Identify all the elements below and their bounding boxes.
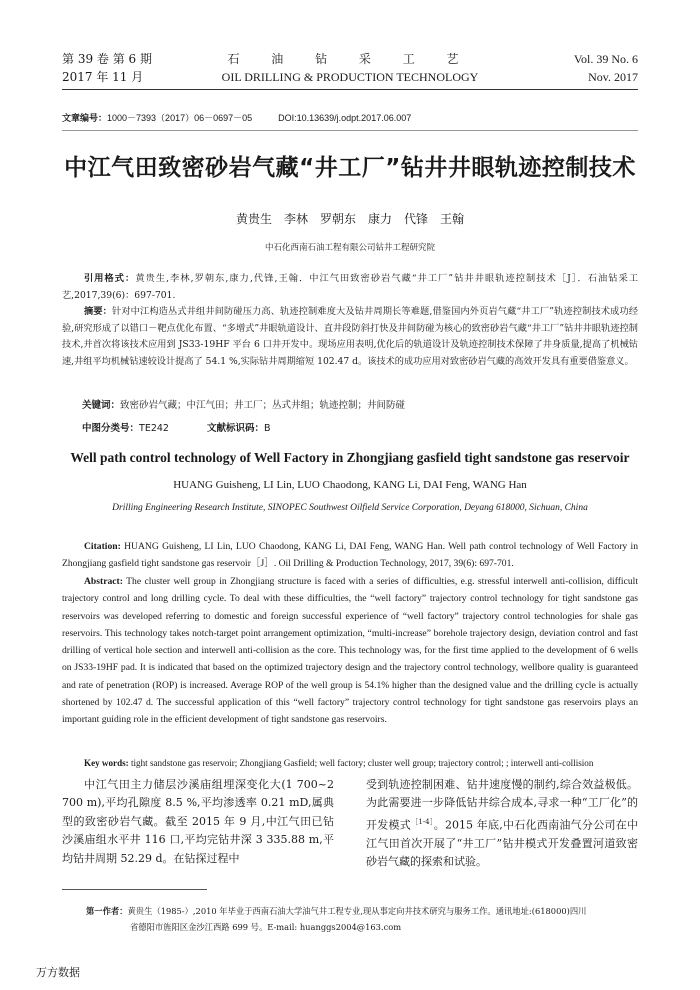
date-en: Nov. 2017 [588,70,638,84]
abstract-en [62,573,638,729]
doi[interactable]: DOI:10.13639/j.odpt.2017.06.007 [278,113,412,123]
body-right-text-1: 受到轨迹控制困难、钻井速度慢的制约,综合效益极低。为此需要进一步降低钻井综合成本,寻求一种“工厂化”的开发模式 [366,778,638,832]
citation-en-text: HUANG Guisheng, LI Lin, LUO Chaodong, KANG Li, DAI Feng, WANG Han. Well path control technology of Well Factory in Zhongjiang gasfield tight sandstone gas reservoir［J］. Oil Drilling & Production Technology, 2017, 39(6): 697-701. [62,541,638,570]
abstract-cn [62,304,638,371]
date-cn: 2017 年 11 月 [62,70,144,84]
abstract-cn-label: 摘要： [84,306,113,317]
journal-name-cn: 石 油 钻 采 工 艺 [227,52,473,66]
article-number-label: 文章编号： [62,113,108,123]
article-number: 1000－7393（2017）06－0697－05 [107,113,253,123]
article-info-divider [62,130,638,131]
footnote-line-2: 省德阳市旌阳区金沙江西路 699 号。E-mail: huanggs2004@163.com [130,922,402,932]
article-info [62,111,411,124]
footnote-line-1: 黄贵生（1985-）,2010 年毕业于西南石油大学油气井工程专业,现从事定向井技术研究与服务工作。通讯地址:(618000)四川 [127,906,587,916]
affiliation-cn: 中石化西南石油工程有限公司钻井工程研究院 [264,243,435,253]
doc-code-label: 文献标识码： [206,423,264,434]
journal-name-en: OIL DRILLING & PRODUCTION TECHNOLOGY [221,70,479,84]
classification-cn [82,420,271,434]
keywords-en [62,755,638,772]
body-column-left: 中江气田主力储层沙溪庙组埋深变化大(1 700~2 700 m),平均孔隙度 8.5 %,平均渗透率 0.21 mD,属典型的致密砂岩气藏。截至 2015 年 9 月,中江气田已钻沙溪庙组水平井 116 口,平均完钻井深 3 335.88 m,平均钻井周期 52.29 d。在钻探过程中 [62,778,334,865]
footnote-label: 第一作者： [86,906,128,916]
keywords-cn-text: 致密砂岩气藏；中江气田；井工厂；丛式井组；轨迹控制；井间防碰 [120,400,406,411]
title-en: Well path control technology of Well Factory in Zhongjiang gasfield tight sandstone gas reservoir [70,450,630,465]
footnote-divider [62,889,207,890]
doc-code-value: B [263,423,271,434]
keywords-en-text: tight sandstone gas reservoir; Zhongjiang Gasfield; well factory; cluster well group; trajectory control; ; interwell anti-collision [131,758,594,768]
abstract-en-text: The cluster well group in Zhongjiang structure is faced with a series of difficulties, e.g. stressful interwell anti-collision, difficult trajectory control and long drilling cycle. To deal with these difficulties, the “well factory” trajectory control technology for tight sandstone gas reservoirs was developed referring to domestic and foreign successful experience of “well factory” trajectory control technologies for shale gas reservoirs. This technology takes notch-target point arrangement optimization, “multi-increase” borehole trajectory design, deviation control and fast drilling of vertical hole section and interwell anti-collision as the core. This technology was, for the first time applied to the development of 6 wells on JS33-19HF pad. It is indicated that based on the optimized trajectory design and the trajectory control technology, wellbore quality is guaranteed and rate of penetration (ROP) is increased. Average ROP of the well group is 54.1% higher than the designed value and the drilling cycle is actually shortened by 102.47 d. The successful application of this “well factory” trajectory control technology for tight sandstone gas reservoirs plays an important guiding role in the efficient development of tight sandstone gas reservoirs. [62,576,638,726]
body-right-text-2: 。2015 年底,中石化西南油气分公司在中江气田首次开展了“井工厂”钻井模式开发叠置河道致密砂岩气藏的探索和试验。 [366,818,638,869]
citation-en-label: Citation: [84,541,121,552]
classification-label: 中图分类号： [82,423,140,434]
authors-en: HUANG Guisheng, LI Lin, LUO Chaodong, KANG Li, DAI Feng, WANG Han [173,479,527,491]
citation-cn [62,271,638,304]
header-volume-en [574,50,638,86]
abstract-cn-text: 针对中江构造丛式井组井间防碰压力高、轨迹控制难度大及钻井周期长等难题,借鉴国内外页岩气藏“井工厂”轨迹控制技术成功经验,研究形成了以错口－靶点优化布置、“多增式”井眼轨道设计、直井段防斜打快及井间防碰为核心的致密砂岩气藏“井工厂”钻井井眼轨迹控制技术,并首次将该技术应用到 JS33-19HF 平台 6 口井开发中。现场应用表明,优化后的轨道设计及轨迹控制技术保障了井身质量,提高了机械钻速,井组平均机械钻速较设计提高了 54.1 %,实际钻井周期缩短 102.47 d。该技术的成功应用对致密砂岩气藏的高效开发具有重要借鉴意义。 [62,306,639,368]
title-cn: 中江气田致密砂岩气藏“井工厂”钻井井眼轨迹控制技术 [64,155,636,181]
volume-cn: 第 39 卷 第 6 期 [62,52,152,66]
authors-cn: 黄贵生 李林 罗朝东 康力 代锋 王翰 [235,212,464,226]
body-column-right [366,776,638,872]
affiliation-en: Drilling Engineering Research Institute, SINOPEC Southwest Oilfield Service Corporation, Deyang 618000, Sichuan, China [112,503,588,513]
watermark: 万方数据 [36,966,80,979]
volume-en: Vol. 39 No. 6 [573,52,638,66]
classification-value: TE242 [139,423,169,434]
citation-cn-text: 黄贵生,李林,罗朝东,康力,代锋,王翰．中江气田致密砂岩气藏“井工厂”钻井井眼轨迹控制技术［J］．石油钻采工艺,2017,39(6)：697-701. [62,273,639,301]
keywords-en-label: Key words: [84,758,129,768]
header-divider [62,89,638,90]
citation-cn-label: 引用格式： [84,273,136,284]
abstract-en-label: Abstract: [84,576,123,587]
footnote [62,903,638,935]
keywords-cn-label: 关键词： [82,400,121,411]
reference-marker[interactable]: ［1-4］ [411,817,434,826]
citation-en [62,538,638,573]
keywords-cn [82,397,405,411]
